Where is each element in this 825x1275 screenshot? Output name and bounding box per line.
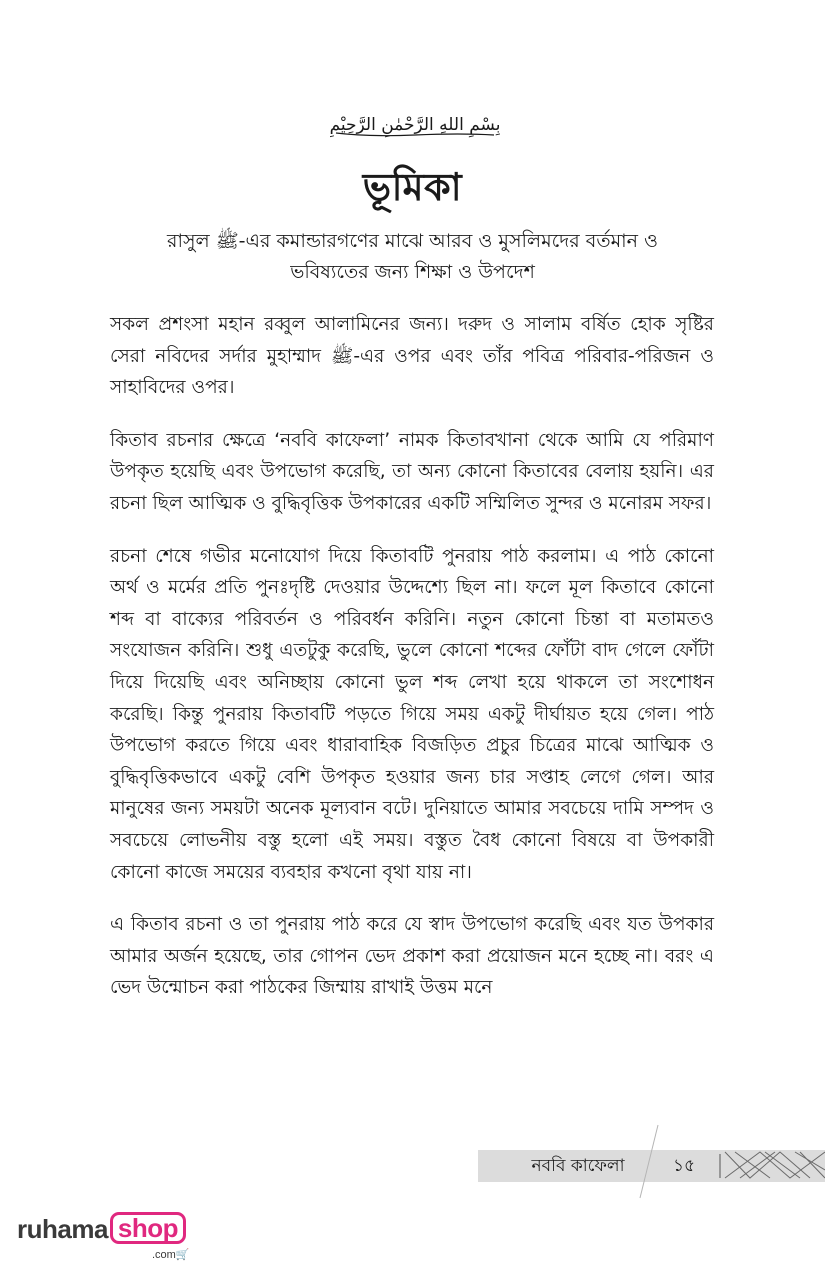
subtitle-line-1: রাসুল ﷺ-এর কমান্ডারগণের মাঝে আরব ও মুসলিমদের বর্তমান ও — [167, 230, 658, 252]
cart-icon: 🛒 — [175, 1249, 190, 1261]
bismillah-calligraphy — [330, 104, 500, 140]
logo-main-text: ruhama — [17, 1214, 108, 1244]
logo-shop-box: shop — [110, 1212, 186, 1244]
page-number: ১৫ — [672, 1156, 696, 1176]
logo-domain-label: .com — [152, 1249, 176, 1261]
watermark-logo — [17, 1212, 186, 1248]
page-subtitle — [120, 226, 705, 288]
bismillah-text: بِسْمِ اللهِ الرَّحْمٰنِ الرَّحِيْمِ — [330, 115, 500, 135]
paragraph-4: এ কিতাব রচনা ও তা পুনরায় পাঠ করে যে স্বাদ উপভোগ করেছি এবং যত উপকার আমার অর্জন হয়েছে, তার গোপন ভেদ প্রকাশ করা প্রয়োজন মনে হচ্ছে না। বরং এ ভেদ উন্মোচন করা পাঠকের জিম্মায় রাখাই উত্তম মনে — [110, 914, 714, 999]
subtitle-line-2: ভবিষ্যতের জন্য শিক্ষা ও উপদেশ — [290, 261, 535, 283]
page-title: ভূমিকা — [362, 165, 463, 209]
logo-domain-text — [152, 1248, 190, 1261]
footer-book-title: নববি কাফেলা — [531, 1156, 625, 1176]
paragraph-3: রচনা শেষে গভীর মনোযোগ দিয়ে কিতাবটি পুনরায় পাঠ করলাম। এ পাঠ কোনো অর্থ ও মর্মের প্রতি পুনঃদৃষ্টি দেওয়ার উদ্দেশ্যে ছিল না। ফলে মূল কিতাবে কোনো শব্দ বা বাক্যের পরিবর্তন ও পরিবর্ধন করিনি। নতুন কোনো চিন্তা বা মতামতও সংযোজন করিনি। শুধু এতটুকু করেছি, ভুলে কোনো শব্দের ফোঁটা বাদ গেলে ফোঁটা দিয়ে দিয়েছি এবং অনিচ্ছায় কোনো ভুল শব্দ লেখা হয়ে থাকলে তা সংশোধন করেছি। কিন্তু পুনরায় কিতাবটি পড়তে গিয়ে সময় একটু দীর্ঘায়ত হয়ে গেল। পাঠ উপভোগ করতে গিয়ে এবং ধারাবাহিক বিজড়িত প্রচুর চিত্রের মাঝে আত্মিক ও বুদ্ধিবৃত্তিকভাবে একটু বেশি উপকৃত হওয়ার জন্য চার সপ্তাহ লেগে গেল। আর মানুষের জন্য সময়টা অনেক মূল্যবান বটে। দুনিয়াতে আমার সবচেয়ে দামি সম্পদ ও সবচেয়ে লোভনীয় বস্তু হলো এই সময়। বস্তুত বৈধ কোনো বিষয়ে বা উপকারী কোনো কাজে সময়ের ব্যবহার কখনো বৃথা যায় না। — [110, 545, 714, 883]
paragraph-2: কিতাব রচনার ক্ষেত্রে ‘নববি কাফেলা’ নামক কিতাবখানা থেকে আমি যে পরিমাণ উপকৃত হয়েছি এবং উপভোগ করেছি, তা অন্য কোনো কিতাবের বেলায় হয়নি। এর রচনা ছিল আত্মিক ও বুদ্ধিবৃত্তিক উপকারের একটি সম্মিলিত সুন্দর ও মনোরম সফর। — [110, 429, 714, 514]
body-text — [110, 309, 714, 1025]
paragraph-1: সকল প্রশংসা মহান রব্বুল আলামিনের জন্য। দরুদ ও সালাম বর্ষিত হোক সৃষ্টির সেরা নবিদের সর্দার মুহাম্মাদ ﷺ-এর ওপর এবং তাঁর পবিত্র পরিবার-পরিজন ও সাহাবিদের ওপর। — [110, 314, 714, 399]
